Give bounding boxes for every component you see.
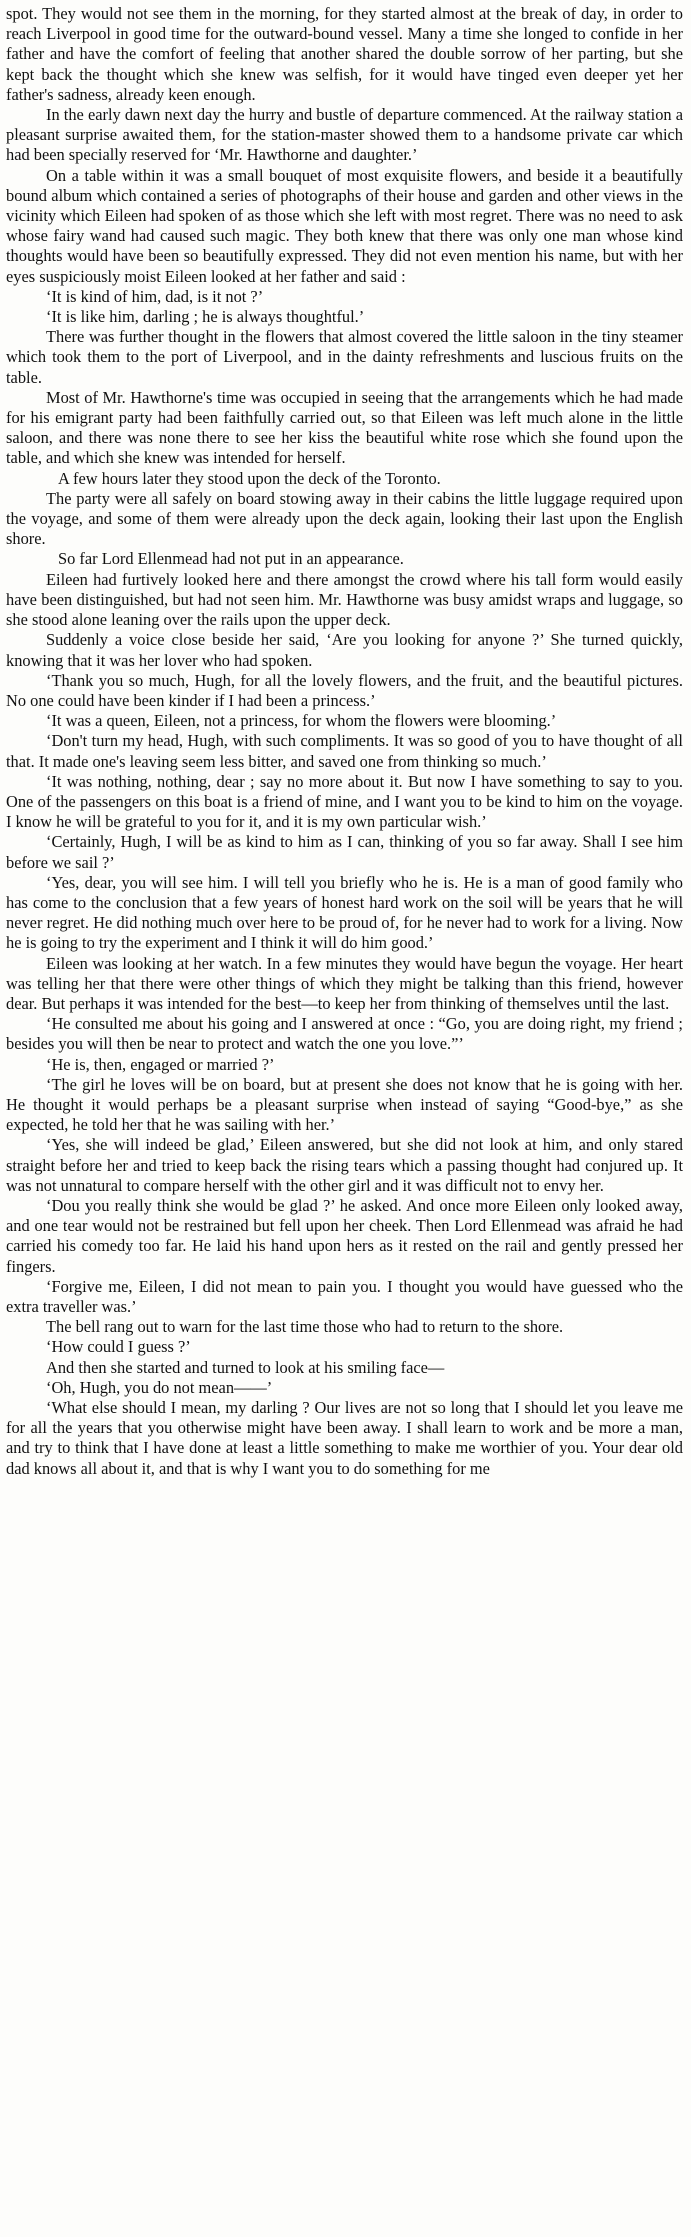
paragraph: ‘It was nothing, nothing, dear ; say no more about it. But now I have something to say to you. One of the passengers on this boat is a friend of mine, and I want you to be kind to him on the voyage. I know he will be grateful to you for it, and it is my own particular wish.’	[6, 771, 683, 832]
paragraph: Eileen had furtively looked here and there amongst the crowd where his tall form would easily have been distinguished, but had not seen him. Mr. Hawthorne was busy amidst wraps and luggage, so she stood alone leaning over the rails upon the upper deck.	[6, 569, 683, 630]
paragraph: ‘He is, then, engaged or married ?’	[46, 1054, 275, 1074]
paragraph: ‘It was a queen, Eileen, not a princess, for whom the flowers were blooming.’	[46, 711, 557, 731]
paragraph: spot. They would not see them in the morning, for they started almost at the break of day, in order to reach Liverpool in good time for the outward-bound vessel. Many a time she longed to confide in her father and have the comfort of feeling that another shared the double sorrow of her parting, but she kept back the thought which she knew was selfish, for it would have tinged even deeper yet her father's sadness, already keen enough.	[6, 4, 683, 104]
paragraph: ‘Dou you really think she would be glad ?’ he asked. And once more Eileen only looked away, and one tear would not be restrained but fell upon her cheek. Then Lord Ellenmead was afraid he had carried his comedy too far. He laid his hand upon hers as it rested on the rail and gently pressed her fingers.	[6, 1195, 683, 1276]
paragraph: The bell rang out to warn for the last time those who had to return to the shore.	[46, 1317, 564, 1337]
paragraph: ‘Forgive me, Eileen, I did not mean to pain you. I thought you would have guessed who the extra traveller was.’	[6, 1276, 683, 1316]
paragraph: Eileen was looking at her watch. In a few minutes they would have begun the voyage. Her heart was telling her that there were other things of which they might be talking than this friend, however dear. But perhaps it was intended for the best—to keep her from thinking of themselves until the last.	[6, 953, 683, 1013]
paragraph: ‘What else should I mean, my darling ? Our lives are not so long that I should let you leave me for all the years that you otherwise might have been away. I shall learn to work and be more a man, and try to think that I have done at least a little something to make me worthier of you. Your dear old dad knows all about it, and that is why I want you to do something for me	[6, 1398, 683, 1478]
paragraph: ‘The girl he loves will be on board, but at present she does not know that he is going with her. He thought it would perhaps be a pleasant surprise when instead of saying “Good-bye,” as she expected, he told her that he was sailing with her.’	[6, 1074, 683, 1135]
paragraph: A few hours later they stood upon the deck of the Toronto.	[58, 468, 441, 488]
paragraph: There was further thought in the flowers that almost covered the little saloon in the tiny steamer which took them to the port of Liverpool, and in the dainty refreshments and luscious fruits on the table.	[6, 327, 683, 387]
paragraph: ‘Certainly, Hugh, I will be as kind to him as I can, thinking of you so far away. Shall I see him before we sail ?’	[6, 832, 683, 872]
paragraph: ‘He consulted me about his going and I answered at once : “Go, you are doing right, my friend ; besides you will then be near to protect and watch the one you love.”’	[6, 1014, 683, 1054]
paragraph: Most of Mr. Hawthorne's time was occupied in seeing that the arrangements which he had made for his emigrant party had been faithfully carried out, so that Eileen was left much alone in the little saloon, and there was none there to see her kiss the beautiful white rose which she found upon the table, and which she knew was intended for herself.	[6, 387, 683, 468]
paragraph: ‘Yes, dear, you will see him. I will tell you briefly who he is. He is a man of good family who has come to the conclusion that a few years of honest hard work on the soil will be years that he will never regret. He did nothing much over here to be proud of, for he never had to work for a living. Now he is going to try the experiment and I think it will do him good.’	[6, 872, 683, 953]
paragraph: ‘It is kind of him, dad, is it not ?’	[46, 286, 264, 306]
paragraph: The party were all safely on board stowing away in their cabins the little luggage required upon the voyage, and some of them were already upon the deck again, looking their last upon the English shore.	[6, 488, 683, 549]
paragraph: ‘Don't turn my head, Hugh, with such compliments. It was so good of you to have thought of all that. It made one's leaving seem less bitter, and saved one from thinking so much.’	[6, 731, 683, 771]
paragraph: And then she started and turned to look at his smiling face—	[46, 1357, 445, 1377]
paragraph: In the early dawn next day the hurry and bustle of departure commenced. At the railway station a pleasant surprise awaited them, for the station-master showed them to a handsome private car which had been specially reserved for ‘Mr. Hawthorne and daughter.’	[6, 105, 683, 165]
paragraph: ‘Oh, Hugh, you do not mean——’	[46, 1377, 273, 1397]
paragraph: ‘Yes, she will indeed be glad,’ Eileen answered, but she did not look at him, and only stared straight before her and tried to keep back the rising tears which a passing thought had conjured up. It was not unnatural to compare herself with the other girl and it was difficult not to envy her.	[6, 1135, 683, 1195]
paragraph: ‘Thank you so much, Hugh, for all the lovely flowers, and the fruit, and the beautiful pictures. No one could have been kinder if I had been a princess.’	[6, 670, 683, 710]
paragraph: On a table within it was a small bouquet of most exquisite flowers, and beside it a beautifully bound album which contained a series of photographs of their house and garden and other views in the vicinity which Eileen had spoken of as those which she left with most regret. There was no need to ask whose fairy wand had caused such magic. They both knew that there was only one man whose kind thoughts would have been so beautifully expressed. They did not even mention his name, but with her eyes suspiciously moist Eileen looked at her father and said :	[6, 165, 683, 286]
paragraph: Suddenly a voice close beside her said, ‘Are you looking for anyone ?’ She turned quickly, knowing that it was her lover who had spoken.	[6, 630, 683, 670]
paragraph: ‘How could I guess ?’	[46, 1337, 191, 1357]
paragraph: So far Lord Ellenmead had not put in an appearance.	[58, 549, 404, 569]
paragraph: ‘It is like him, darling ; he is always thoughtful.’	[46, 307, 365, 327]
